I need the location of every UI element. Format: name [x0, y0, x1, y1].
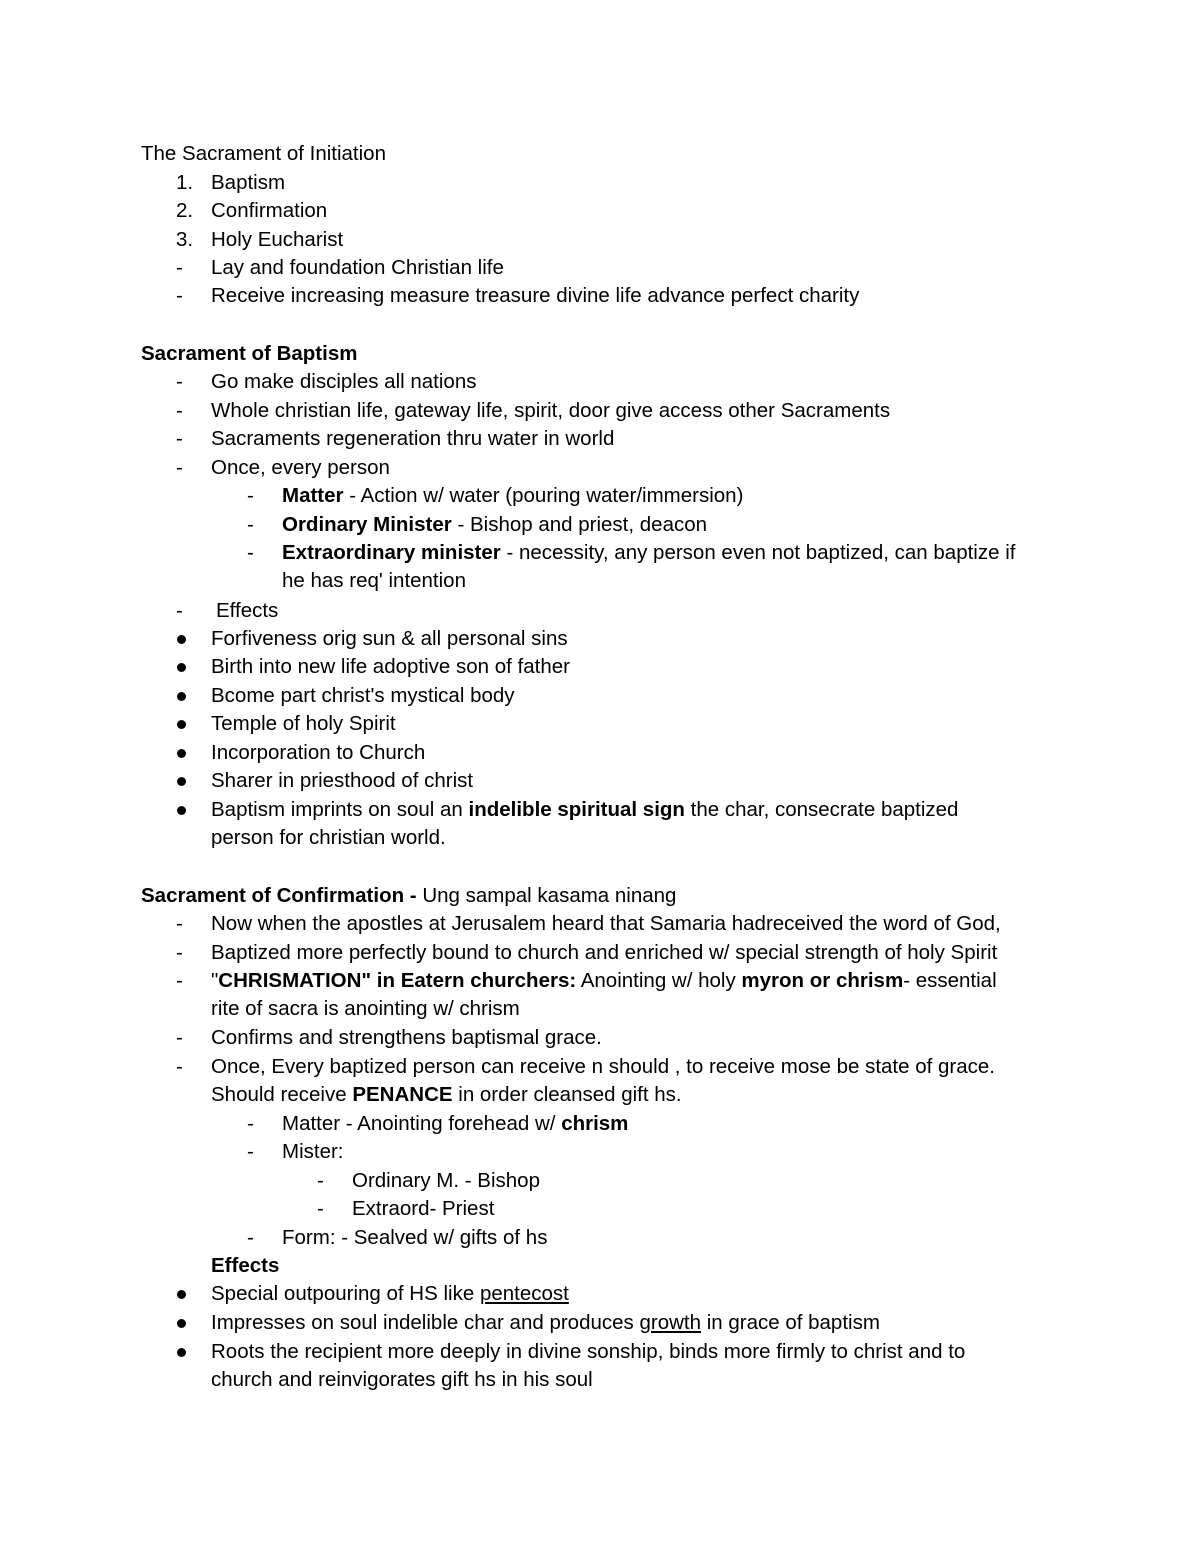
list-item-minister: Mister: — [282, 1140, 344, 1163]
dash-marker: - — [247, 484, 254, 507]
list-item-eucharist: Holy Eucharist — [211, 228, 344, 251]
dash-marker: - — [176, 1026, 183, 1049]
list-item: Lay and foundation Christian life — [211, 256, 504, 279]
dash-marker: - — [176, 399, 183, 422]
list-item-matter: Matter - Action w/ water (pouring water/immersion) — [282, 484, 744, 507]
list-item: Go make disciples all nations — [211, 370, 477, 393]
dash-marker: - — [247, 541, 254, 564]
list-item-ordinary-minister: Ordinary Minister - Bishop and priest, deacon — [282, 513, 708, 536]
list-item: Sacraments regeneration thru water in world — [211, 427, 615, 450]
effect-item: Bcome part christ's mystical body — [211, 684, 515, 707]
effect-item-indelible: Baptism imprints on soul an indelible spiritual sign the char, consecrate baptized — [211, 798, 959, 821]
list-item: Extraord- Priest — [352, 1197, 495, 1220]
dash-marker: - — [176, 427, 183, 450]
bullet-dot — [177, 749, 186, 758]
list-item-matter: Matter - Anointing forehead w/ chrism — [282, 1112, 629, 1135]
bullet-dot — [177, 806, 186, 815]
list-item-continuation: rite of sacra is anointing w/ chrism — [211, 997, 520, 1020]
bullet-dot — [177, 1290, 186, 1299]
dash-marker: - — [247, 1226, 254, 1249]
section-heading-confirmation: Sacrament of Confirmation - Ung sampal kasama ninang — [141, 884, 677, 907]
dash-marker: - — [176, 912, 183, 935]
list-number: 2. — [176, 199, 194, 222]
effect-item: Roots the recipient more deeply in divine sonship, binds more firmly to christ and to — [211, 1340, 966, 1363]
list-number: 1. — [176, 171, 194, 194]
list-item: Now when the apostles at Jerusalem heard that Samaria hadreceived the word of God, — [211, 912, 1001, 935]
effects-heading: Effects — [211, 1254, 280, 1277]
effect-item-continuation: church and reinvigorates gift hs in his soul — [211, 1368, 593, 1391]
dash-marker: - — [176, 284, 183, 307]
effect-item: Forfiveness orig sun & all personal sins — [211, 627, 568, 650]
effect-item: Incorporation to Church — [211, 741, 426, 764]
effect-item: Sharer in priesthood of christ — [211, 769, 474, 792]
dash-marker: - — [176, 256, 183, 279]
list-item-penance: Should receive PENANCE in order cleansed gift hs. — [211, 1083, 682, 1106]
dash-marker: - — [176, 599, 183, 622]
dash-marker: - — [247, 1140, 254, 1163]
effect-item: Temple of holy Spirit — [211, 712, 396, 735]
dash-marker: - — [176, 941, 183, 964]
bullet-dot — [177, 663, 186, 672]
list-item: Receive increasing measure treasure divine life advance perfect charity — [211, 284, 860, 307]
bullet-dot — [177, 1348, 186, 1357]
list-item-extraordinary-minister: Extraordinary minister - necessity, any person even not baptized, can baptize if — [282, 541, 1016, 564]
list-item: Once, Every baptized person can receive n should , to receive mose be state of grace. — [211, 1055, 995, 1078]
effects-label: Effects — [216, 599, 279, 622]
effect-item-growth: Impresses on soul indelible char and produces growth in grace of baptism — [211, 1311, 880, 1334]
list-item-baptism: Baptism — [211, 171, 286, 194]
list-number: 3. — [176, 228, 194, 251]
dash-marker: - — [176, 456, 183, 479]
effect-item: Birth into new life adoptive son of father — [211, 655, 570, 678]
bullet-dot — [177, 1319, 186, 1328]
list-item-confirmation: Confirmation — [211, 199, 328, 222]
effect-item-pentecost: Special outpouring of HS like pentecost — [211, 1282, 569, 1305]
bullet-dot — [177, 692, 186, 701]
dash-marker: - — [317, 1169, 324, 1192]
doc-title: The Sacrament of Initiation — [141, 142, 386, 165]
bullet-dot — [177, 720, 186, 729]
list-item-form: Form: - Sealved w/ gifts of hs — [282, 1226, 548, 1249]
dash-marker: - — [176, 969, 183, 992]
section-heading-baptism: Sacrament of Baptism — [141, 342, 358, 365]
dash-marker: - — [317, 1197, 324, 1220]
list-item-continuation: he has req' intention — [282, 569, 466, 592]
bullet-dot — [177, 635, 186, 644]
dash-marker: - — [176, 1055, 183, 1078]
list-item: Ordinary M. - Bishop — [352, 1169, 540, 1192]
dash-marker: - — [176, 370, 183, 393]
list-item: Once, every person — [211, 456, 390, 479]
list-item: Baptized more perfectly bound to church and enriched w/ special strength of holy Spirit — [211, 941, 998, 964]
dash-marker: - — [247, 513, 254, 536]
list-item: Whole christian life, gateway life, spirit, door give access other Sacraments — [211, 399, 891, 422]
effect-item-continuation: person for christian world. — [211, 826, 446, 849]
dash-marker: - — [247, 1112, 254, 1135]
bullet-dot — [177, 777, 186, 786]
list-item: Confirms and strengthens baptismal grace. — [211, 1026, 602, 1049]
list-item-chrismation: "CHRISMATION" in Eatern churchers: Anointing w/ holy myron or chrism- essential — [211, 969, 997, 992]
